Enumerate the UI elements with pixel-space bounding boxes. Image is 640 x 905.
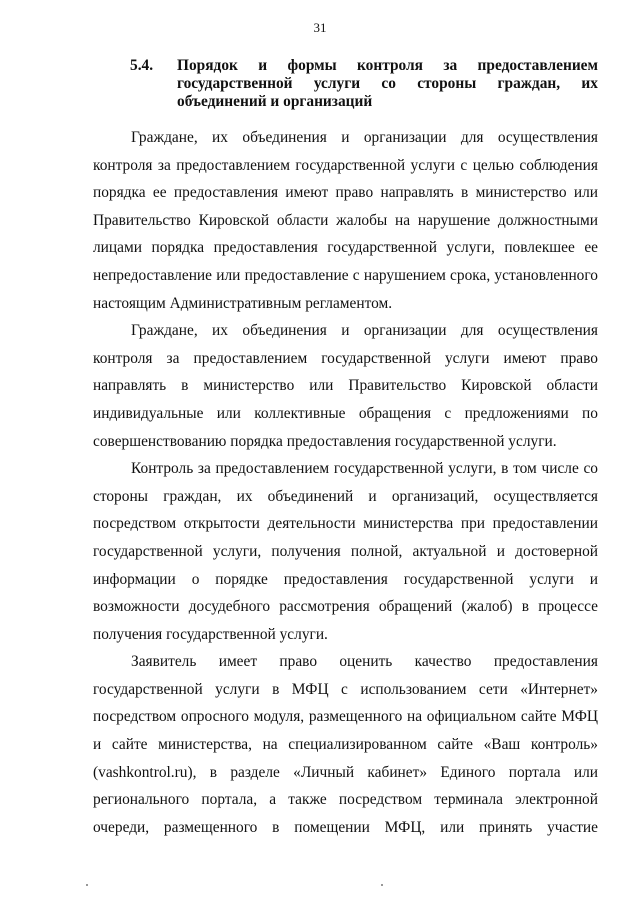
document-body	[93, 124, 598, 841]
scan-speck	[381, 884, 383, 886]
paragraph-quality-assessment: Заявитель имеет право оценить качество предоставления государственной услуги в МФЦ с использованием сети «Интернет» посредством опросного модуля, размещенного на официальном сайте МФЦ и сайте министерства, на специализированном сайте «Ваш контроль» (vashkontrol.ru), в разделе «Личный кабинет» Единого портала или регионального портала, а также посредством терминала электронной очереди, размещенного в помещении МФЦ, или принять участие	[93, 653, 598, 836]
page-number: 31	[313, 20, 327, 35]
paragraph-control-openness: Контроль за предоставлением государственной услуги, в том числе со стороны граждан, их объединений и организаций, осуществляется посредством открытости деятельности министерства при предоставлении государственной услуги, получения полной, актуальной и достоверной информации о порядке предоставления государственной услуги и возможности досудебного рассмотрения обращений (жалоб) в процессе получения государственной услуги.	[93, 460, 598, 643]
scan-speck	[86, 884, 88, 886]
section-title: Порядок и формы контроля за предоставлением государственной услуги со стороны граждан, их объединений и организаций	[177, 57, 598, 110]
paragraph-complaints: Граждане, их объединения и организации для осуществления контроля за предоставлением государственной услуги с целью соблюдения порядка ее предоставления имеют право направлять в министерство или Правительство Кировской области жалобы на нарушение должностными лицами порядка предоставления государственной услуги, повлекшее ее непредоставление или предоставление с нарушением срока, установленного настоящим Административным регламентом.	[93, 129, 598, 312]
paragraph-proposals: Граждане, их объединения и организации для осуществления контроля за предоставлением государственной услуги имеют право направлять в министерство или Правительство Кировской области индивидуальные или коллективные обращения с предложениями по совершенствованию порядка предоставления государственной услуги.	[93, 322, 598, 450]
section-number: 5.4.	[130, 57, 154, 74]
